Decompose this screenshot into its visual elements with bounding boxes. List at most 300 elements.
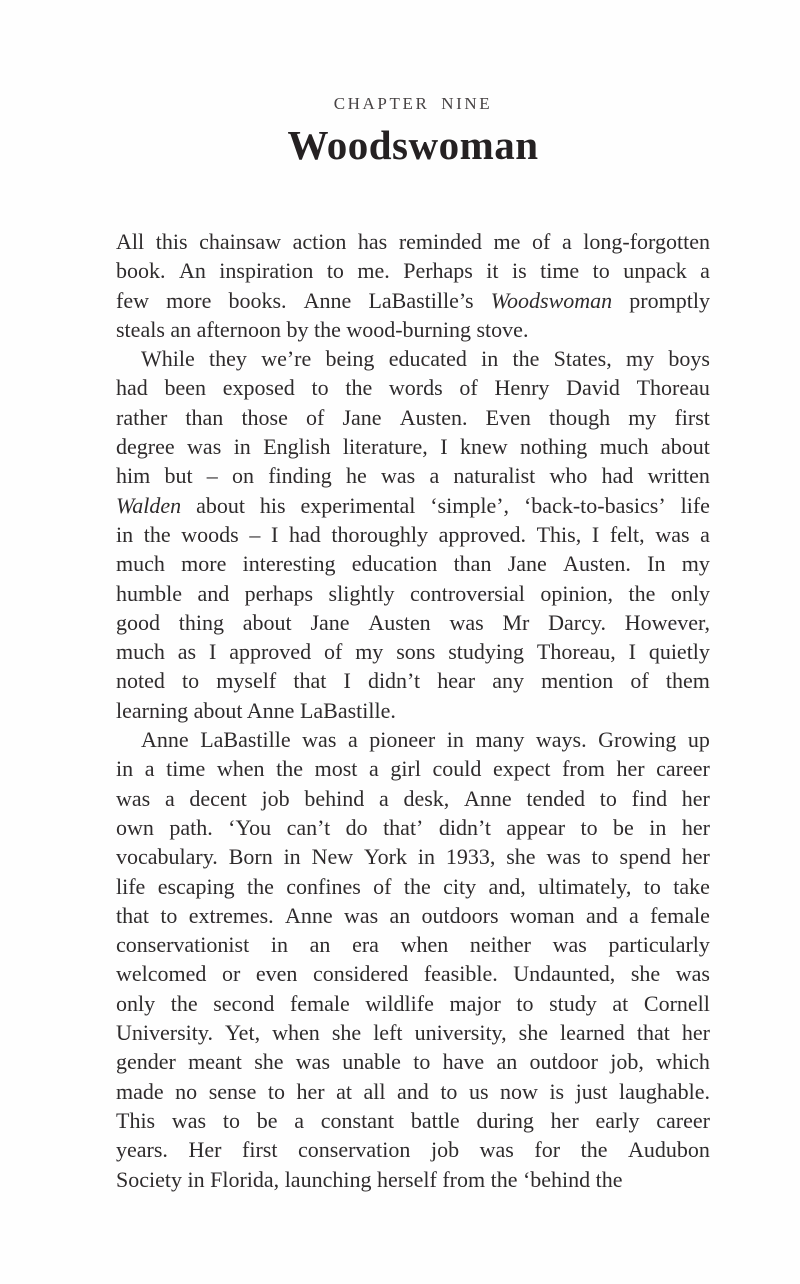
word: battle [410, 1107, 460, 1133]
word: promptly [629, 287, 710, 313]
word: Austen [368, 609, 431, 635]
word: approved [229, 639, 312, 665]
text-line [116, 666, 710, 695]
word: has [357, 229, 388, 254]
word: for [534, 1137, 561, 1163]
word: she [254, 1049, 284, 1075]
word: in [187, 1166, 205, 1192]
word: spend [619, 844, 671, 870]
word: Anne [246, 697, 295, 723]
word: girl [390, 756, 421, 782]
text-line [116, 491, 710, 520]
text-line [116, 315, 710, 344]
word: ‘You [228, 814, 272, 840]
body-text [116, 227, 710, 1194]
word: of [306, 404, 325, 430]
word: wood-burning [346, 316, 471, 342]
word: was [546, 844, 581, 870]
word: I [591, 521, 600, 547]
text-line [116, 461, 710, 490]
word: most [314, 756, 358, 782]
word: appear [506, 814, 566, 840]
word: them [665, 668, 710, 694]
word: of [630, 668, 649, 694]
text-line [116, 549, 710, 578]
word: first [242, 1137, 278, 1163]
word: she [630, 961, 661, 987]
word: confines [286, 873, 361, 899]
word: action [292, 229, 347, 254]
word: all [363, 1078, 386, 1104]
word: learned [560, 1020, 625, 1046]
word: a [629, 902, 639, 928]
word: they [209, 346, 247, 372]
word: ways. [535, 727, 587, 753]
word: the [580, 1137, 608, 1163]
word: Jane [310, 609, 350, 635]
word: is [511, 258, 527, 284]
word: city [443, 873, 477, 899]
word: second [213, 990, 275, 1016]
chapter-label: CHAPTER NINE [333, 94, 493, 113]
word: in [446, 727, 464, 753]
word: unpack [623, 258, 687, 284]
word: written [647, 463, 710, 489]
word: launching [284, 1166, 372, 1192]
word: but [164, 463, 193, 489]
word: life [116, 873, 146, 899]
word: Thoreau, [536, 639, 616, 665]
word: could [432, 756, 482, 782]
word: major [449, 990, 501, 1016]
word: the [276, 756, 303, 782]
word: ‘simple’, [430, 492, 510, 518]
word: path. [169, 814, 213, 840]
word: at [612, 990, 629, 1016]
word: conservation [298, 1137, 411, 1163]
word: boys [668, 346, 710, 372]
word: escaping [157, 873, 235, 899]
word: Darcy. [548, 609, 606, 635]
word: from [442, 1166, 486, 1192]
word: have [442, 1049, 485, 1075]
word: expect [493, 756, 551, 782]
word: and [197, 580, 230, 606]
word: was [675, 961, 710, 987]
word: However, [624, 609, 710, 635]
word: controversial [410, 580, 525, 606]
word: and, [488, 873, 526, 899]
word: was [187, 434, 222, 460]
word: New [311, 844, 354, 870]
text-line [116, 1106, 710, 1135]
word: inspiration [219, 258, 314, 284]
word: be [256, 1107, 278, 1133]
page-title: Woodswoman [287, 122, 539, 168]
word: her [616, 756, 645, 782]
word: few [116, 287, 149, 313]
word: only [116, 990, 156, 1016]
word: about [661, 434, 710, 460]
word: All [116, 229, 145, 254]
word: Woodswoman [490, 287, 613, 313]
word: my [626, 346, 655, 372]
text-line [116, 227, 710, 256]
word: a [429, 463, 440, 489]
word: University. [116, 1020, 213, 1046]
word: more [181, 551, 227, 577]
word: she [506, 844, 536, 870]
word: noted [116, 668, 165, 694]
text-line [116, 579, 710, 608]
word: ultimately, [538, 873, 632, 899]
word: me [493, 229, 521, 254]
word: constant [320, 1107, 395, 1133]
word: to [182, 668, 200, 694]
word: be [613, 814, 634, 840]
word: woods [181, 521, 239, 547]
word: about [242, 609, 292, 635]
word: Jane [507, 551, 547, 577]
word: of [373, 873, 392, 899]
word: career [656, 1107, 710, 1133]
word: was [343, 902, 379, 928]
word: my [681, 551, 710, 577]
word: female [289, 990, 350, 1016]
word: the [490, 1166, 518, 1192]
word: was [116, 785, 151, 811]
word: behind [304, 785, 365, 811]
word: first [674, 404, 710, 430]
word: much [116, 639, 165, 665]
word: literature, [342, 434, 428, 460]
word: didn’t [438, 814, 491, 840]
word: to [267, 1078, 285, 1104]
word: ‘back-to-basics’ [523, 492, 666, 518]
word: in [283, 844, 301, 870]
word: in [649, 814, 667, 840]
word: she [331, 1020, 362, 1046]
word: her [681, 1020, 710, 1046]
word: or [221, 961, 241, 987]
word: her [681, 814, 710, 840]
word: era [352, 932, 379, 958]
word: him [116, 463, 151, 489]
word: Anne [141, 727, 189, 753]
word: the [170, 990, 198, 1016]
text-line [116, 1047, 710, 1076]
word: an [389, 902, 411, 928]
word: Austen. [399, 404, 468, 430]
word: conservationist [116, 932, 250, 958]
word: Society [116, 1166, 182, 1192]
word: LaBastille [200, 727, 291, 753]
word: no [175, 1078, 198, 1104]
text-line [116, 286, 710, 315]
word: do [345, 814, 368, 840]
word: to [326, 258, 344, 284]
word: than [453, 551, 492, 577]
text-line [116, 1165, 710, 1194]
word: job [430, 1137, 460, 1163]
word: education [351, 551, 438, 577]
word: was [171, 1107, 207, 1133]
word: a [700, 258, 710, 284]
word: English [263, 434, 331, 460]
word: Mr [502, 609, 530, 635]
word: her [296, 1078, 325, 1104]
word: was [302, 727, 337, 753]
word: steals [116, 316, 165, 342]
word: only [670, 580, 710, 606]
word: sons [396, 639, 436, 665]
text-line [116, 754, 710, 783]
word: from [562, 756, 605, 782]
word: that [636, 1020, 670, 1046]
word: in [270, 932, 288, 958]
text-line [116, 725, 710, 754]
word: I [628, 639, 636, 665]
word: which [656, 1049, 710, 1075]
word: interesting [242, 551, 336, 577]
word: neither [469, 932, 531, 958]
word: us [468, 1078, 489, 1104]
word: was [295, 1049, 331, 1075]
word: Her [188, 1137, 222, 1163]
word: the [247, 873, 274, 899]
word: to [580, 814, 598, 840]
word: naturalist [453, 463, 536, 489]
word: didn’t [367, 668, 421, 694]
word: ‘behind [522, 1166, 591, 1192]
word: we’re [261, 346, 312, 372]
word: job [261, 785, 290, 811]
text-line [116, 872, 710, 901]
word: she [518, 1020, 548, 1046]
word: – [206, 463, 218, 489]
word: more [166, 287, 212, 313]
word: good [116, 609, 160, 635]
text-line [116, 930, 710, 959]
word: and [585, 902, 618, 928]
word: at [336, 1078, 352, 1104]
text-line [116, 989, 710, 1018]
word: Walden [116, 492, 182, 518]
word: time [540, 258, 580, 284]
word: considered [312, 961, 409, 987]
word: slightly [328, 580, 395, 606]
word: Anne [464, 785, 512, 811]
text-line [116, 959, 710, 988]
word: An [178, 258, 206, 284]
text-line [116, 520, 710, 549]
word: Austen. [563, 551, 631, 577]
word: and [397, 1078, 429, 1104]
word: my [628, 404, 657, 430]
word: was [655, 521, 690, 547]
word: stove. [476, 316, 529, 342]
word: made [116, 1078, 164, 1104]
word: her [681, 844, 710, 870]
word: learning [116, 697, 189, 723]
word: extremes. [188, 902, 274, 928]
word: to [643, 873, 661, 899]
word: feasible. [423, 961, 498, 987]
word: had [601, 463, 634, 489]
word: Growing [598, 727, 677, 753]
word: to [311, 375, 329, 401]
word: a [379, 785, 389, 811]
word: States, [553, 346, 612, 372]
word: was [552, 932, 587, 958]
word: sense [208, 1078, 257, 1104]
word: Born [228, 844, 273, 870]
word: find [631, 785, 668, 811]
word: time [166, 756, 206, 782]
word: her [550, 1107, 579, 1133]
text-line [116, 256, 710, 285]
word: to [592, 258, 610, 284]
word: Yet, [225, 1020, 261, 1046]
word: gender [116, 1049, 176, 1075]
text-line [116, 432, 710, 461]
word: chainsaw [199, 229, 281, 254]
word: to [160, 902, 178, 928]
word: Anne [303, 287, 352, 313]
word: as [177, 639, 197, 665]
word: when [216, 756, 265, 782]
word: tended [526, 785, 586, 811]
word: – [249, 521, 261, 547]
word: that [293, 668, 327, 694]
word: degree [116, 434, 175, 460]
word: take [673, 873, 710, 899]
text-line [116, 901, 710, 930]
word: in [417, 844, 435, 870]
word: Undaunted, [513, 961, 616, 987]
word: While [141, 346, 195, 372]
word: finding [268, 463, 332, 489]
word: career [656, 756, 710, 782]
word: myself [216, 668, 277, 694]
word: unable [342, 1049, 401, 1075]
word: when [400, 932, 449, 958]
word: many [475, 727, 525, 753]
word: had [116, 375, 148, 401]
word: can’t [286, 814, 331, 840]
word: even [255, 961, 298, 987]
word: a [347, 727, 358, 753]
word: now [500, 1078, 538, 1104]
word: I [440, 434, 448, 460]
word: Anne [284, 902, 333, 928]
word: pioneer [369, 727, 436, 753]
word: a [294, 1107, 304, 1133]
word: educated [388, 346, 467, 372]
word: wildlife [365, 990, 434, 1016]
word: decent [189, 785, 247, 811]
word: her [681, 785, 710, 811]
word: though [548, 404, 611, 430]
word: the [595, 1166, 623, 1192]
word: Jane [342, 404, 382, 430]
word: perhaps [244, 580, 314, 606]
word: to [440, 1078, 458, 1104]
word: than [185, 404, 224, 430]
word: vocabulary. [116, 844, 218, 870]
word: welcomed [116, 961, 207, 987]
word: those [241, 404, 288, 430]
text-line [116, 608, 710, 637]
word: a [144, 756, 155, 782]
word: an [309, 932, 331, 958]
word: the [403, 873, 431, 899]
word: it [486, 258, 499, 284]
word: to [591, 844, 609, 870]
word: in [116, 521, 134, 547]
text-line [116, 403, 710, 432]
word: an [170, 316, 192, 342]
word: to [516, 990, 534, 1016]
word: by [286, 316, 309, 342]
word: the [313, 316, 341, 342]
word: about [196, 492, 245, 518]
word: in [481, 346, 499, 372]
word: been [164, 375, 206, 401]
word: just [575, 1078, 608, 1104]
word: an [496, 1049, 518, 1075]
word: reminded [398, 229, 482, 254]
word: years. [116, 1137, 168, 1163]
word: life [680, 492, 710, 518]
word: books. [228, 287, 287, 313]
text-line [116, 1135, 710, 1164]
text-line [116, 784, 710, 813]
word: words [388, 375, 443, 401]
word: that’ [383, 814, 424, 840]
word: knew [459, 434, 508, 460]
word: being [325, 346, 375, 372]
word: that [116, 902, 149, 928]
text-line [116, 842, 710, 871]
word: on [232, 463, 255, 489]
word: humble [116, 580, 182, 606]
word: particularly [608, 932, 710, 958]
word: was [449, 609, 484, 635]
word: was [381, 463, 416, 489]
word: early [595, 1107, 640, 1133]
word: a [561, 229, 572, 254]
word: of [532, 229, 551, 254]
word: he [346, 463, 367, 489]
word: afternoon [196, 316, 281, 342]
word: desk, [403, 785, 450, 811]
word: job, [610, 1049, 644, 1075]
word: hear [437, 668, 476, 694]
word: York [363, 844, 407, 870]
word: exposed [222, 375, 295, 401]
word: a [700, 521, 710, 547]
word: to [413, 1049, 431, 1075]
word: Perhaps [403, 258, 473, 284]
word: Audubon [628, 1137, 710, 1163]
word: long-forgotten [583, 229, 710, 254]
word: meant [188, 1049, 242, 1075]
word: herself [376, 1166, 437, 1192]
word: a [369, 756, 379, 782]
word: approved. [438, 521, 526, 547]
text-line [116, 1077, 710, 1106]
